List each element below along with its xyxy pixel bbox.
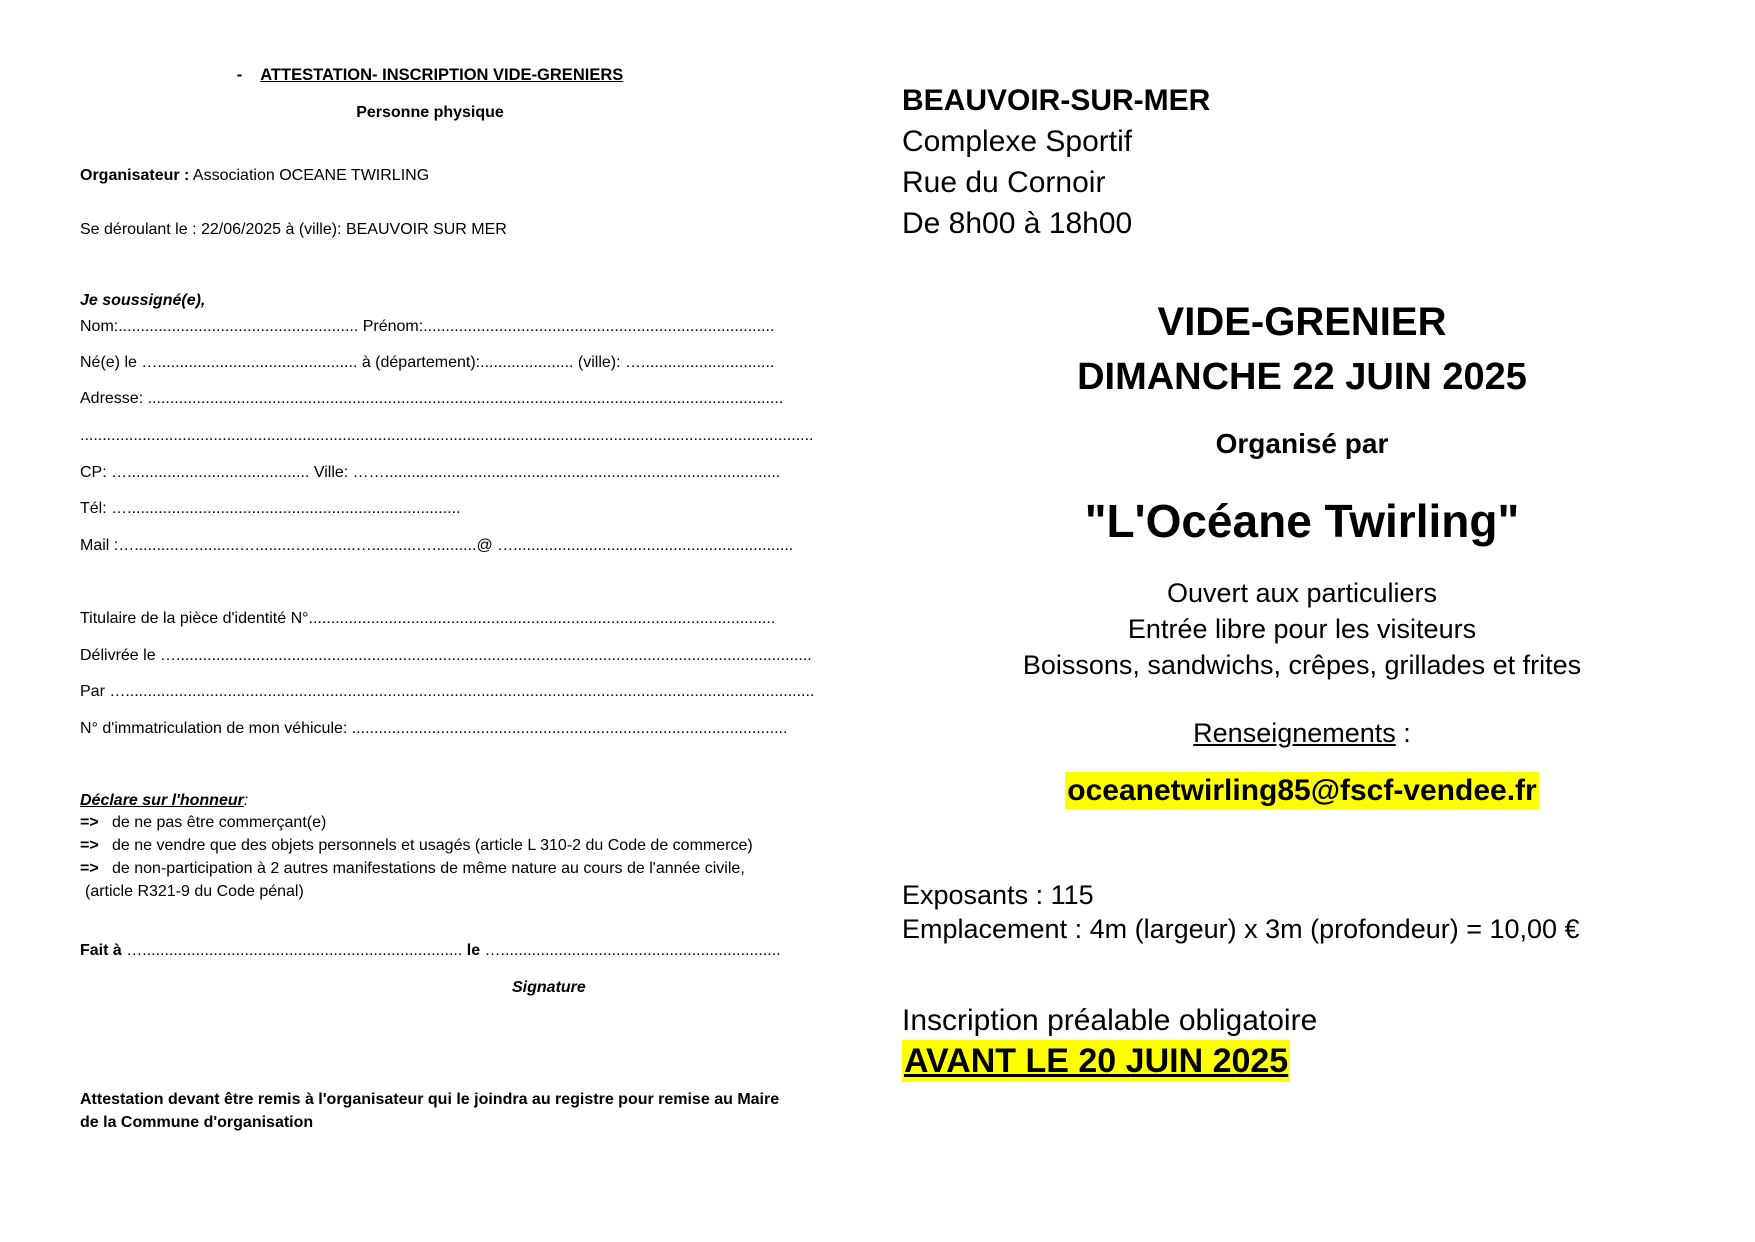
info-line: Boissons, sandwichs, crêpes, grillades et frites bbox=[1022, 650, 1582, 680]
field-address-2: ..................................................................................................................................................................... bbox=[80, 427, 814, 444]
contact-label: Renseignements bbox=[1193, 718, 1396, 748]
field-id-number: Titulaire de la pièce d'identité N°......................................................................................................... bbox=[80, 610, 776, 627]
form-title-text: ATTESTATION- INSCRIPTION VIDE-GRENIERS bbox=[260, 66, 624, 84]
field-name: Nom:...................................................... Prénom:............................................................................... bbox=[80, 318, 775, 335]
organised-by: Organisé par bbox=[1215, 428, 1389, 459]
event-line: Se déroulant le : 22/06/2025 à (ville): BEAUVOIR SUR MER bbox=[80, 221, 507, 238]
organiser-label: Organisateur : bbox=[80, 167, 190, 184]
street: Rue du Cornoir bbox=[902, 166, 1106, 199]
field-vehicle-plate: N° d'immatriculation de mon véhicule: .................................................................................................. bbox=[80, 720, 788, 737]
signature-label: Signature bbox=[512, 979, 586, 996]
deadline-text: AVANT LE 20 JUIN 2025 bbox=[904, 1042, 1289, 1080]
signed-on-dots: …............................................................... bbox=[484, 942, 781, 959]
field-issued-on: Délivrée le …............................................................................................................................................... bbox=[80, 647, 812, 664]
footer-note-2: de la Commune d'organisation bbox=[80, 1114, 314, 1131]
declare-heading-colon: : bbox=[243, 792, 249, 809]
form-subtitle: Personne physique bbox=[356, 104, 504, 121]
signed-on-label: le bbox=[462, 942, 485, 959]
event-date: DIMANCHE 22 JUIN 2025 bbox=[1077, 356, 1527, 398]
undersigned-label: Je soussigné(e), bbox=[80, 292, 206, 309]
declare-item bbox=[80, 860, 745, 878]
declare-item-text: de ne pas être commerçant(e) bbox=[112, 814, 327, 831]
declare-item-text: de ne vendre que des objets personnels et usagés (article L 310-2 du Code de commerce) bbox=[112, 837, 753, 854]
poster-title: VIDE-GRENIER bbox=[1157, 300, 1447, 344]
declare-note: (article R321-9 du Code pénal) bbox=[85, 883, 304, 900]
declare-heading bbox=[80, 792, 248, 810]
field-issued-by: Par …........................................................................................................................................................... bbox=[80, 683, 815, 700]
info-line: Ouvert aux particuliers bbox=[1166, 578, 1438, 608]
signed-at-label: Fait à bbox=[80, 942, 122, 959]
contact-colon: : bbox=[1395, 718, 1411, 748]
organiser-line bbox=[80, 167, 429, 185]
registration-required: Inscription préalable obligatoire bbox=[902, 1004, 1318, 1037]
declare-item bbox=[80, 837, 753, 855]
signed-at-line bbox=[80, 942, 781, 960]
field-phone: Tél: …........................................................................... bbox=[80, 500, 461, 517]
contact-email-link[interactable]: oceanetwirling85@fscf-vendee.fr bbox=[1067, 774, 1537, 807]
pitch-price: Emplacement : 4m (largeur) x 3m (profondeur) = 10,00 € bbox=[902, 914, 1580, 944]
declare-item-text: de non-participation à 2 autres manifestations de même nature au cours de l'année civile, bbox=[112, 860, 745, 877]
arrow-icon: => bbox=[80, 860, 99, 877]
arrow-icon: => bbox=[80, 814, 99, 831]
exhibitors-count: Exposants : 115 bbox=[902, 880, 1094, 910]
venue: Complexe Sportif bbox=[902, 125, 1133, 158]
email-line bbox=[902, 774, 1702, 808]
declare-heading-text: Déclare sur l'honneur bbox=[80, 792, 244, 809]
field-mail: Mail :…..........…..........….........…..........…..........…..........@ …............................................................... bbox=[80, 537, 794, 554]
contact-heading bbox=[902, 718, 1702, 749]
declare-item bbox=[80, 814, 326, 832]
town: BEAUVOIR-SUR-MER bbox=[902, 84, 1211, 117]
organiser-value: Association OCEANE TWIRLING bbox=[192, 167, 430, 184]
title-dash: - bbox=[236, 66, 243, 84]
registration-deadline bbox=[902, 1042, 1290, 1081]
info-line: Entrée libre pour les visiteurs bbox=[1127, 614, 1477, 644]
arrow-icon: => bbox=[80, 837, 99, 854]
footer-note-1: Attestation devant être remis à l'organisateur qui le joindra au registre pour remise au Maire bbox=[80, 1091, 780, 1108]
field-address: Adresse: ............................................................................................................................................... bbox=[80, 390, 784, 407]
field-birth: Né(e) le …............................................. à (département):..................... (ville): ….............................. bbox=[80, 354, 775, 371]
signed-at-dots: …........................................................................ bbox=[121, 942, 463, 959]
field-postcode-city: CP: …......................................... Ville: ……......................................................................................... bbox=[80, 464, 781, 481]
opening-hours: De 8h00 à 18h00 bbox=[902, 207, 1133, 240]
form-title bbox=[80, 66, 780, 85]
association-name: "L'Océane Twirling" bbox=[1084, 495, 1520, 547]
